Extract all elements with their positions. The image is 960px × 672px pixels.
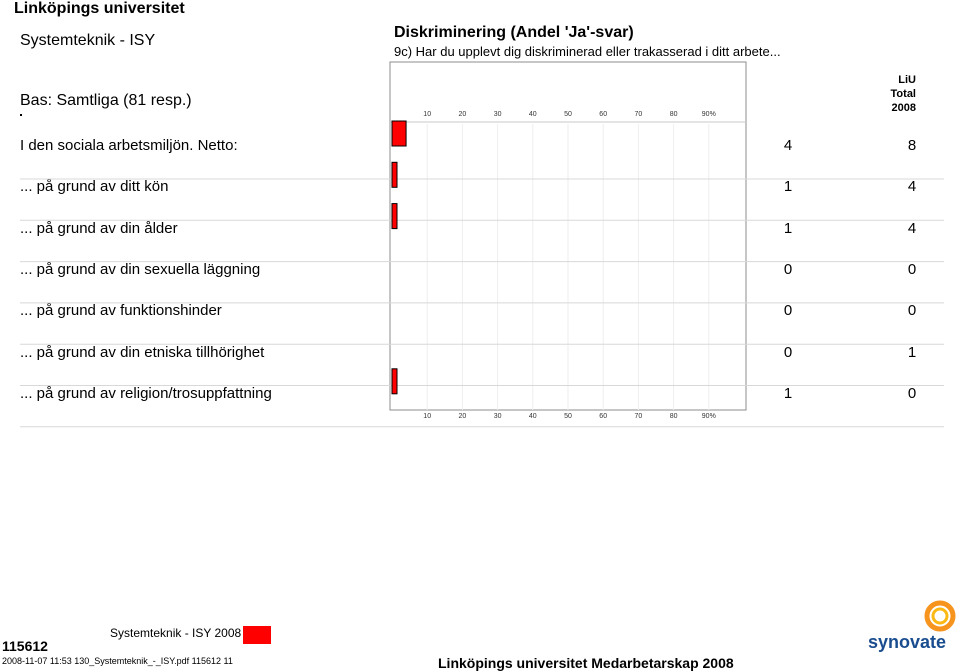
tick-label-bottom: 50 — [564, 413, 572, 420]
category-label: I den sociala arbetsmiljön. Netto: — [20, 137, 238, 154]
value-isy: 0 — [783, 260, 793, 278]
tick-label-bottom: 40 — [528, 413, 537, 420]
bar — [392, 162, 397, 187]
category-label: ... på grund av din sexuella läggning — [20, 260, 261, 278]
tick-label-bottom: 90% — [701, 413, 716, 420]
footer-legend-label: Systemteknik - ISY 2008 — [110, 626, 242, 640]
footer-legend-swatch — [243, 626, 271, 644]
tick-label-top: 40 — [528, 111, 537, 118]
chart-question: 9c) Har du upplevt dig diskriminerad eller trakasserad i ditt arbete... — [394, 44, 781, 59]
footer-center-text: Linköpings universitet Medarbetarskap 2008 — [438, 655, 734, 671]
tick-label-top: 90% — [701, 111, 716, 118]
bar — [392, 369, 397, 394]
value-isy: 0 — [783, 343, 793, 361]
tick-label-top: 50 — [564, 111, 572, 118]
tick-label-top: 20 — [458, 111, 467, 118]
value-liu-total: 1 — [907, 343, 917, 361]
tick-label-top: 80 — [669, 111, 678, 118]
value-liu-total: 0 — [907, 384, 917, 402]
base-description: Bas: Samtliga (81 resp.) — [20, 92, 192, 109]
liu-header-line3: 2008 — [891, 102, 916, 114]
value-isy: 0 — [783, 302, 793, 320]
value-isy: 1 — [783, 384, 793, 402]
tick-label-bottom: 80 — [669, 413, 678, 420]
value-liu-total: 4 — [907, 178, 917, 196]
tick-label-top: 60 — [599, 111, 608, 118]
value-liu-total: 0 — [907, 260, 917, 278]
bar — [392, 204, 397, 229]
category-label: ... på grund av funktionshinder — [20, 302, 222, 320]
tick-label-bottom: 30 — [493, 413, 502, 420]
synovate-logo-text: synovate — [868, 632, 947, 652]
value-isy: 1 — [783, 178, 793, 196]
category-label: ... på grund av religion/trosuppfattning — [20, 384, 272, 402]
tick-label-bottom: 60 — [599, 413, 608, 420]
category-label: ... på grund av din etniska tillhörighet — [20, 343, 265, 361]
bar — [392, 121, 406, 146]
category-label: ... på grund av din ålder — [20, 219, 178, 237]
university-title: Linköpings universitet — [14, 0, 185, 17]
value-liu-total: 0 — [907, 302, 917, 320]
tick-label-bottom: 70 — [634, 413, 643, 420]
tick-label-top: 30 — [493, 111, 502, 118]
chart-title: Diskriminering (Andel 'Ja'-svar) — [394, 24, 634, 41]
value-isy: 1 — [783, 219, 793, 237]
tick-label-bottom: 10 — [423, 413, 432, 420]
tick-label-top: 70 — [634, 111, 643, 118]
tick-label-top: 10 — [423, 111, 432, 118]
value-isy: 4 — [783, 137, 793, 154]
department-name: Systemteknik - ISY — [20, 32, 156, 49]
category-label: ... på grund av ditt kön — [20, 178, 169, 196]
value-liu-total: 4 — [907, 219, 917, 237]
value-liu-total: 8 — [907, 137, 917, 154]
footer-file-info: 2008-11-07 11:53 130_Systemteknik_-_ISY.pdf 115612 11 — [2, 656, 233, 666]
tick-label-bottom: 20 — [458, 413, 467, 420]
footer-report-number: 115612 — [2, 638, 48, 654]
liu-header-line1: LiU — [898, 74, 916, 86]
liu-header-line2: Total — [890, 88, 916, 100]
